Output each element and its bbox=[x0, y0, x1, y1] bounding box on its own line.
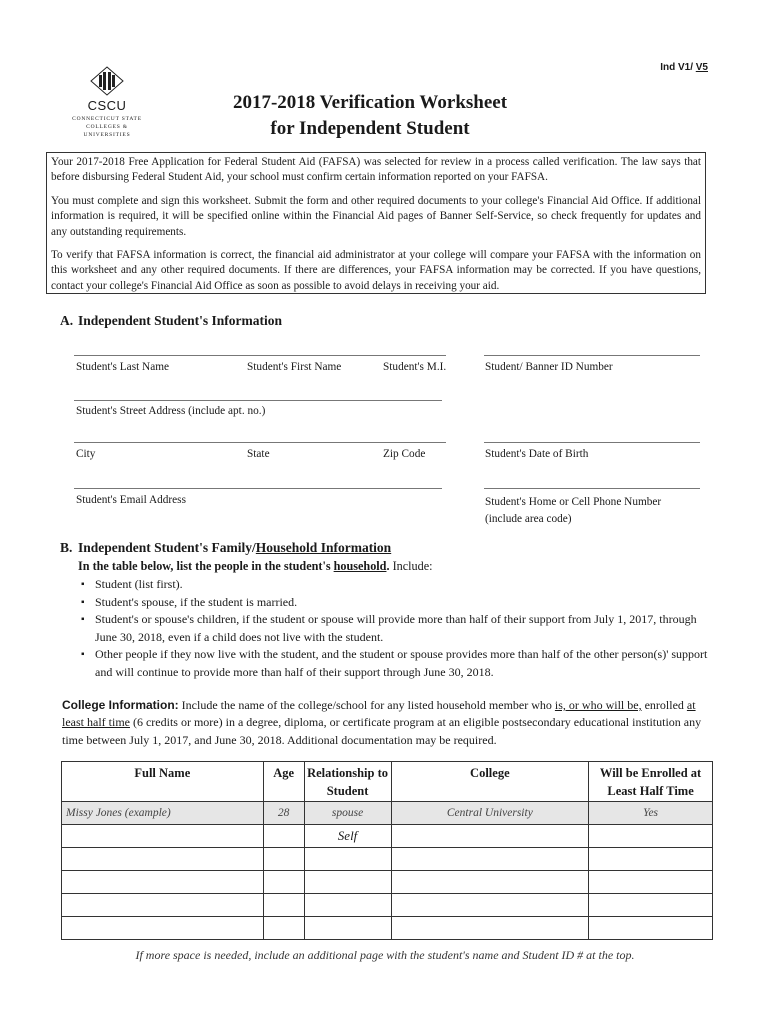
phone-label bbox=[485, 494, 661, 528]
table-row bbox=[62, 848, 713, 871]
college-text-2: is, or who will be, bbox=[554, 698, 642, 712]
cell-relationship[interactable] bbox=[304, 848, 391, 871]
city-state-zip-field-line[interactable] bbox=[74, 442, 446, 443]
section-a-letter: A. bbox=[60, 313, 74, 328]
college-text-5: (6 credits or more) in a degree, diploma, or certificate program at an eligible postsecondary educational institution any time between July 1, 2017, and June 30, 2018. Additional documentation may be required. bbox=[62, 715, 702, 747]
state-label: State bbox=[247, 448, 270, 460]
section-a-title: Independent Student's Information bbox=[78, 313, 283, 328]
instr-include: Include: bbox=[392, 559, 433, 573]
logo-abbr: CSCU bbox=[87, 98, 127, 113]
street-address-field-line[interactable] bbox=[74, 400, 442, 401]
section-b-heading bbox=[60, 540, 391, 556]
college-info-label: College Information: bbox=[62, 698, 179, 712]
cell-relationship[interactable]: Self bbox=[304, 825, 391, 848]
zip-code-label: Zip Code bbox=[383, 448, 426, 460]
section-b-letter: B. bbox=[60, 540, 73, 555]
bullet-item: ▪ Student's or spouse's children, if the student or spouse will provide more than half of their support from July 1, 2017, through June 30, 2018, even if a child does not live with the student. bbox=[78, 611, 718, 646]
bullet-item: ▪ Student's spouse, if the student is married. bbox=[78, 594, 718, 612]
cell-enrolled[interactable] bbox=[589, 825, 713, 848]
header-college: College bbox=[391, 762, 589, 802]
household-table bbox=[61, 761, 713, 940]
last-name-label: Student's Last Name bbox=[76, 361, 170, 373]
street-address-label: Student's Street Address (include apt. no.) bbox=[76, 405, 266, 417]
cscu-logo bbox=[62, 66, 152, 139]
banner-id-label: Student/ Banner ID Number bbox=[485, 361, 613, 373]
cell-relationship[interactable] bbox=[304, 917, 391, 940]
cell-enrolled[interactable] bbox=[589, 894, 713, 917]
bullet-item: ▪ Student (list first). bbox=[78, 576, 718, 594]
cell-enrolled[interactable] bbox=[589, 871, 713, 894]
table-row-example bbox=[62, 802, 713, 825]
header-age: Age bbox=[263, 762, 304, 802]
phone-field-line[interactable] bbox=[484, 488, 700, 489]
intro-box bbox=[46, 152, 706, 294]
cell-full-name: Missy Jones (example) bbox=[62, 802, 264, 825]
cell-college[interactable] bbox=[391, 917, 589, 940]
banner-id-field-line[interactable] bbox=[484, 355, 700, 356]
section-b-title-part-1: Independent Student's Family/ bbox=[78, 540, 256, 555]
email-label: Student's Email Address bbox=[76, 494, 186, 506]
first-name-label: Student's First Name bbox=[247, 361, 342, 373]
logo-line-1: CONNECTICUT STATE bbox=[72, 116, 142, 122]
cell-full-name[interactable] bbox=[62, 825, 264, 848]
page-title bbox=[160, 90, 580, 142]
logo-line-2: COLLEGES & UNIVERSITIES bbox=[83, 124, 131, 138]
instr-part-3: . bbox=[386, 559, 393, 573]
intro-paragraph-2: You must complete and sign this worksheet. Submit the form and other required documents to your college's Financial Aid Office. If additional information is required, it will be specified online within the Financial Aid pages of Banner Self-Service, so check frequently for updates and any outstanding requirements. bbox=[51, 194, 701, 238]
college-text-4: at least half time bbox=[62, 698, 696, 730]
instr-part-1: In the table below, list the people in the student's bbox=[78, 559, 334, 573]
cell-full-name[interactable] bbox=[62, 848, 264, 871]
table-row bbox=[62, 917, 713, 940]
cell-college[interactable] bbox=[391, 848, 589, 871]
date-of-birth-field-line[interactable] bbox=[484, 442, 700, 443]
name-field-line[interactable] bbox=[74, 355, 446, 356]
cell-relationship: spouse bbox=[304, 802, 391, 825]
header-full-name: Full Name bbox=[62, 762, 264, 802]
cell-enrolled: Yes bbox=[589, 802, 713, 825]
household-instructions bbox=[78, 559, 433, 574]
cell-enrolled[interactable] bbox=[589, 917, 713, 940]
email-field-line[interactable] bbox=[74, 488, 442, 489]
title-line-1: 2017-2018 Verification Worksheet bbox=[232, 92, 508, 113]
header-relationship: Relationship to Student bbox=[304, 762, 391, 802]
phone-label-line-2: (include area code) bbox=[485, 513, 572, 525]
college-information-text bbox=[62, 697, 714, 749]
cell-age[interactable] bbox=[263, 894, 304, 917]
cell-age[interactable] bbox=[263, 871, 304, 894]
form-code-version: V5 bbox=[695, 62, 708, 73]
middle-initial-label: Student's M.I. bbox=[383, 361, 447, 373]
intro-paragraph-3: To verify that FAFSA information is correct, the financial aid administrator at your college will compare your FAFSA with the information on this worksheet and any other required documents. If there are differences, your FAFSA information may be corrected. If you have questions, contact your college's Financial Aid Office as soon as possible to avoid delays in receiving your aid. bbox=[51, 249, 701, 292]
section-b-title-part-2: Household Information bbox=[255, 540, 392, 555]
college-text-3: enrolled bbox=[641, 698, 687, 712]
cell-college: Central University bbox=[391, 802, 589, 825]
logo-subtitle bbox=[62, 115, 152, 139]
cell-college[interactable] bbox=[391, 871, 589, 894]
cell-enrolled[interactable] bbox=[589, 848, 713, 871]
form-code-prefix: Ind V1/ bbox=[660, 62, 696, 73]
intro-paragraph-1: Your 2017-2018 Free Application for Federal Student Aid (FAFSA) was selected for review in a process called verification. The law says that before disbursing Federal Student Aid, your school must confirm certain information reported on your FAFSA. bbox=[51, 156, 701, 184]
form-code bbox=[660, 62, 708, 73]
cell-full-name[interactable] bbox=[62, 917, 264, 940]
cell-age[interactable] bbox=[263, 848, 304, 871]
instr-household-word: household bbox=[333, 559, 387, 573]
cell-age[interactable] bbox=[263, 917, 304, 940]
table-row bbox=[62, 825, 713, 848]
title-line-2: for Independent Student bbox=[270, 118, 470, 139]
cell-college[interactable] bbox=[391, 825, 589, 848]
date-of-birth-label: Student's Date of Birth bbox=[485, 448, 589, 460]
bullet-item: ▪ Other people if they now live with the student, and the student or spouse provides more than half of the other person(s)' support and will continue to provide more than half of their support through June 30, 2018. bbox=[78, 646, 718, 681]
city-label: City bbox=[76, 448, 96, 460]
table-footnote: If more space is needed, include an additional page with the student's name and Student ID # at the top. bbox=[135, 948, 635, 962]
table-row bbox=[62, 871, 713, 894]
header-enrolled-half-time: Will be Enrolled at Least Half Time bbox=[589, 762, 713, 802]
cell-relationship[interactable] bbox=[304, 894, 391, 917]
cell-college[interactable] bbox=[391, 894, 589, 917]
section-a-heading bbox=[60, 313, 282, 329]
college-text-1: Include the name of the college/school for any listed household member who bbox=[178, 698, 555, 712]
cell-relationship[interactable] bbox=[304, 871, 391, 894]
cell-age: 28 bbox=[263, 802, 304, 825]
phone-label-line-1: Student's Home or Cell Phone Number bbox=[485, 496, 662, 508]
cell-full-name[interactable] bbox=[62, 871, 264, 894]
table-row bbox=[62, 894, 713, 917]
table-header-row bbox=[62, 762, 713, 802]
cscu-emblem-icon bbox=[90, 66, 124, 96]
cell-full-name[interactable] bbox=[62, 894, 264, 917]
household-bullet-list bbox=[78, 576, 718, 681]
cell-age[interactable] bbox=[263, 825, 304, 848]
